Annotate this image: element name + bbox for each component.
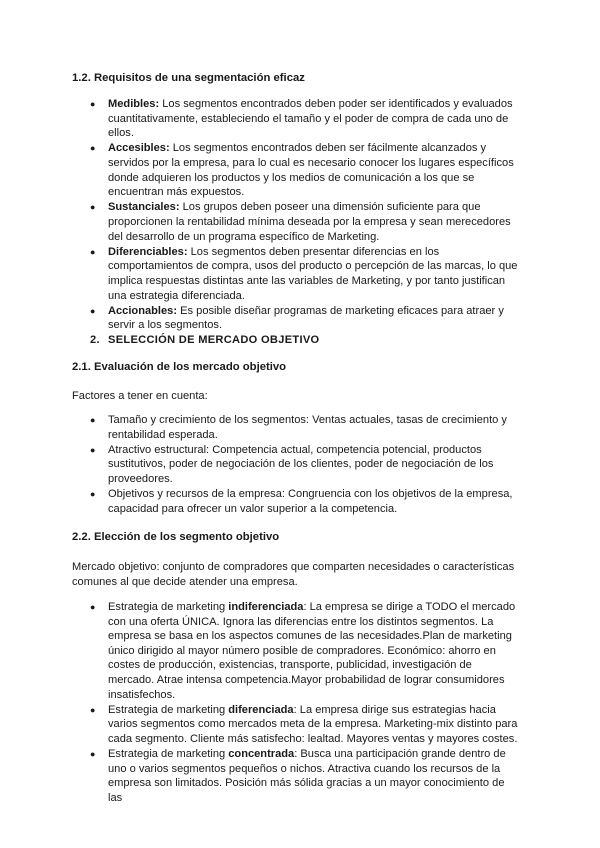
list-item: ● Accionables: Es posible diseñar programas de marketing eficaces para atraer y servir a los segmentos. [90,304,504,332]
requirements-list [90,97,520,333]
bullet-icon: ● [90,143,96,154]
bullet-icon: ● [90,489,96,500]
list-item: ● Objetivos y recursos de la empresa: Congruencia con los objetivos de la empresa, capacidad para ofrecer un valor superior a la competencia. [90,488,513,515]
list-item: ● Sustanciales: Los grupos deben poseer una dimensión suficiente para que proporcionen la rentabilidad mínima deseada por la empresa y sean merecedores del desarrollo de un programa específico de Marketing. [90,201,511,243]
bullet-icon: ● [90,444,96,455]
section-heading-2-2: 2.2. Elección de los segmento objetivo [72,531,280,543]
bullet-icon: ● [90,415,96,425]
bullet-icon: ● [90,749,96,760]
list-item: ● Medibles: Los segmentos encontrados deben poder ser identificados y evaluados cuantitativamente, estableciendo el tamaño y el poder de compra de cada uno de ellos. [90,98,513,140]
list-item: ● Tamaño y crecimiento de los segmentos: Ventas actuales, tasas de crecimiento y rentabilidad esperada. [90,414,507,441]
bullet-icon: ● [90,99,96,109]
factors-list [90,413,520,517]
factors-intro: Factores a tener en cuenta: [72,390,208,402]
bullet-icon: ● [90,704,96,715]
list-item: ● Atractivo estructural: Competencia actual, competencia potencial, productos sustitutivos, poder de negociación de los clientes, poder de negociación de los proveedores. [90,443,494,485]
list-item: ● Estrategia de marketing concentrada: Busca una participación grande dentro de uno o varios segmentos pequeños o nichos. Atractiva cuando los recursos de la empresa son limitados. Posición más sólida gracias a un mayor conocimiento de las [90,748,506,804]
bullet-icon: ● [90,602,96,612]
target-market-definition: Mercado objetivo: conjunto de compradores que comparten necesidades o características comunes al que decide atender una empresa. [72,561,515,588]
section-heading-1-2: 1.2. Requisitos de una segmentación eficaz [72,72,305,84]
section-heading-2: 2. SELECCIÓN DE MERCADO OBJETIVO [90,334,320,346]
section-heading-2-1: 2.1. Evaluación de los mercado objetivo [72,361,287,373]
list-item: ● Diferenciables: Los segmentos deben presentar diferencias en los comportamientos de compra, usos del producto o percepción de las marcas, lo que implica respuestas distintas ante las variables de Marketing, y por tanto justifican una estrategia diferenciada. [90,245,518,302]
bullet-icon: ● [90,246,96,257]
bullet-icon: ● [90,305,96,316]
strategies-list [90,600,520,806]
list-item: ● Estrategia de marketing diferenciada: La empresa dirige sus estrategias hacia varios segmentos como mercados meta de la empresa. Marketing-mix distinto para cada segmento. Cliente más satisfecho: lealtad. Mayores ventas y mayores costes. [90,703,518,745]
bullet-icon: ● [90,202,96,213]
list-item: ● Accesibles: Los segmentos encontrados deben ser fácilmente alcanzados y servidos por la empresa, para lo cual es necesario conocer los lugares específicos donde adquieren los productos y los medios de comunicación a los que se encuentran más expuestos. [90,142,514,199]
list-item: ● Estrategia de marketing indiferenciada: La empresa se dirige a TODO el mercado con una oferta ÚNICA. Ignora las diferencias entre los distintos segmentos. La empresa se basa en los aspectos comunes de las necesidades.Plan de marketing único dirigido al mayor número posible de compradores. Económico: ahorro en costes de producción, existencias, transporte, publicidad, investigación de mercado. Atrae intensa competencia.Mayor probabilidad de lograr consumidores insatisfechos. [90,601,516,701]
